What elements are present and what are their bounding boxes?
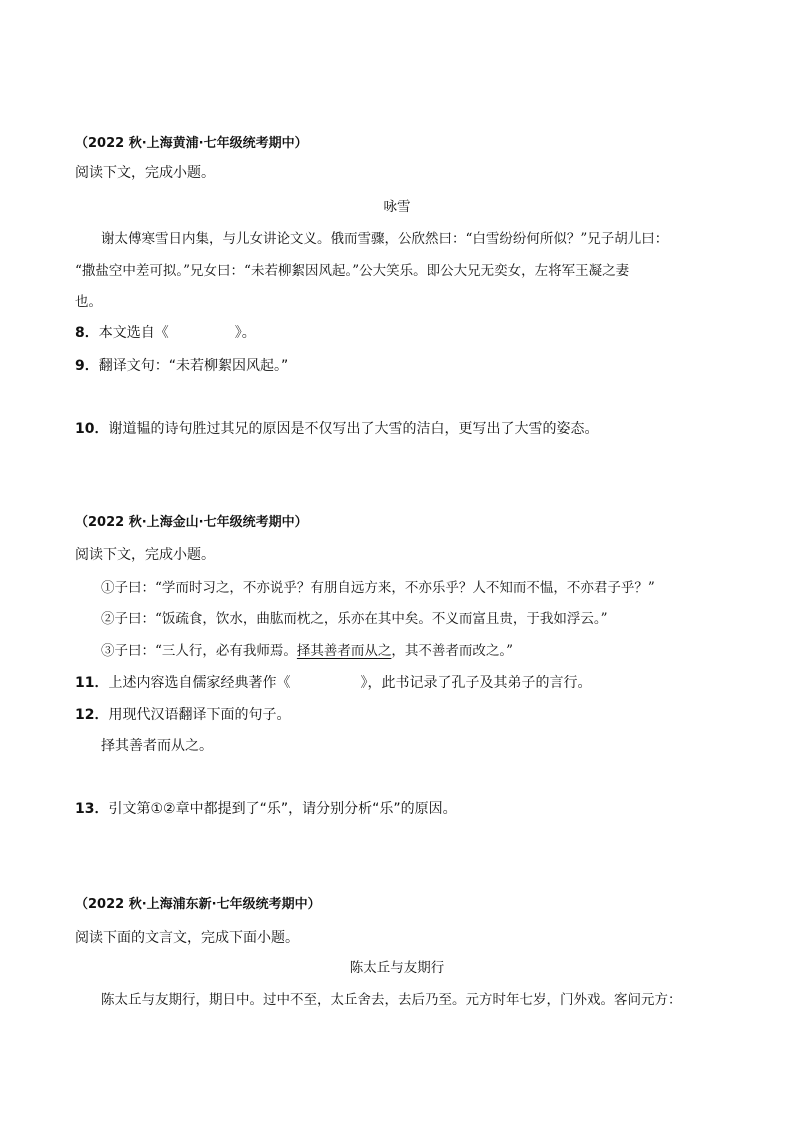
analects-item-3-underlined: 择其善者而从之 (296, 643, 392, 659)
question-9-text: 翻译文句：“未若柳絮因风起。” (98, 358, 289, 374)
analects-item-3 (101, 641, 513, 661)
section1-passage-line-2: “撒盐空中差可拟。”兄女曰：“未若柳絮因风起。”公大笑乐。即公大兄无奕女，左将军王凝之妻 (75, 263, 630, 279)
question-11 (75, 673, 591, 693)
question-10 (75, 419, 598, 439)
question-11-number: 11． (75, 675, 109, 691)
analects-item-3-after: ，其不善者而改之。” (391, 643, 514, 659)
question-11-text-before: 上述内容选自儒家经典著作《 (108, 675, 291, 691)
question-8-text-before: 本文选自《 (98, 325, 169, 341)
section2-instruction: 阅读下文，完成小题。 (75, 547, 215, 563)
question-8-text-after: 》。 (234, 325, 256, 341)
analects-item-2: ②子曰：“饭疏食，饮水，曲肱而枕之，乐亦在其中矣。不义而富且贵，于我如浮云。” (101, 611, 608, 627)
question-9 (75, 356, 288, 376)
section3-source: （2022 秋·上海浦东新·七年级统考期中） (75, 897, 321, 912)
question-9-number: 9． (75, 358, 99, 374)
question-12-sentence: 择其善者而从之。 (101, 738, 213, 754)
question-12-number: 12． (75, 707, 109, 723)
section3-passage-line-1: 陈太丘与友期行，期日中。过中不至，太丘舍去，去后乃至。元方时年七岁，门外戏。客问元方： (101, 992, 682, 1008)
section3-instruction: 阅读下面的文言文，完成下面小题。 (75, 930, 299, 946)
section3-title: 陈太丘与友期行 (349, 960, 445, 976)
question-8 (75, 323, 256, 343)
question-10-number: 10． (75, 421, 109, 437)
section1-passage-line-1: 谢太傅寒雪日内集，与儿女讲论文义。俄而雪骤，公欣然曰：“白雪纷纷何所似？”兄子胡儿曰： (101, 231, 669, 247)
section2-source: （2022 秋·上海金山·七年级统考期中） (75, 515, 308, 530)
section1-passage-line-3: 也。 (75, 294, 102, 310)
question-13 (75, 799, 457, 819)
question-8-number: 8． (75, 325, 99, 341)
question-12 (75, 705, 290, 725)
question-11-text-after: 》，此书记录了孔子及其弟子的言行。 (360, 675, 592, 691)
section1-source: （2022 秋·上海黄浦·七年级统考期中） (75, 136, 308, 151)
section1-instruction: 阅读下文，完成小题。 (75, 165, 215, 181)
question-13-text: 引文第①②章中都提到了“乐”，请分别分析“乐”的原因。 (108, 801, 457, 817)
question-12-text: 用现代汉语翻译下面的句子。 (108, 707, 291, 723)
section1-title: 咏雪 (383, 199, 411, 215)
question-10-text: 谢道韫的诗句胜过其兄的原因是不仅写出了大雪的洁白，更写出了大雪的姿态。 (108, 421, 599, 437)
analects-item-3-before: ③子曰：“三人行，必有我师焉。 (101, 643, 297, 659)
question-13-number: 13． (75, 801, 109, 817)
analects-item-1: ①子曰：“学而时习之，不亦说乎？有朋自远方来，不亦乐乎？人不知而不愠，不亦君子乎？” (101, 580, 655, 596)
